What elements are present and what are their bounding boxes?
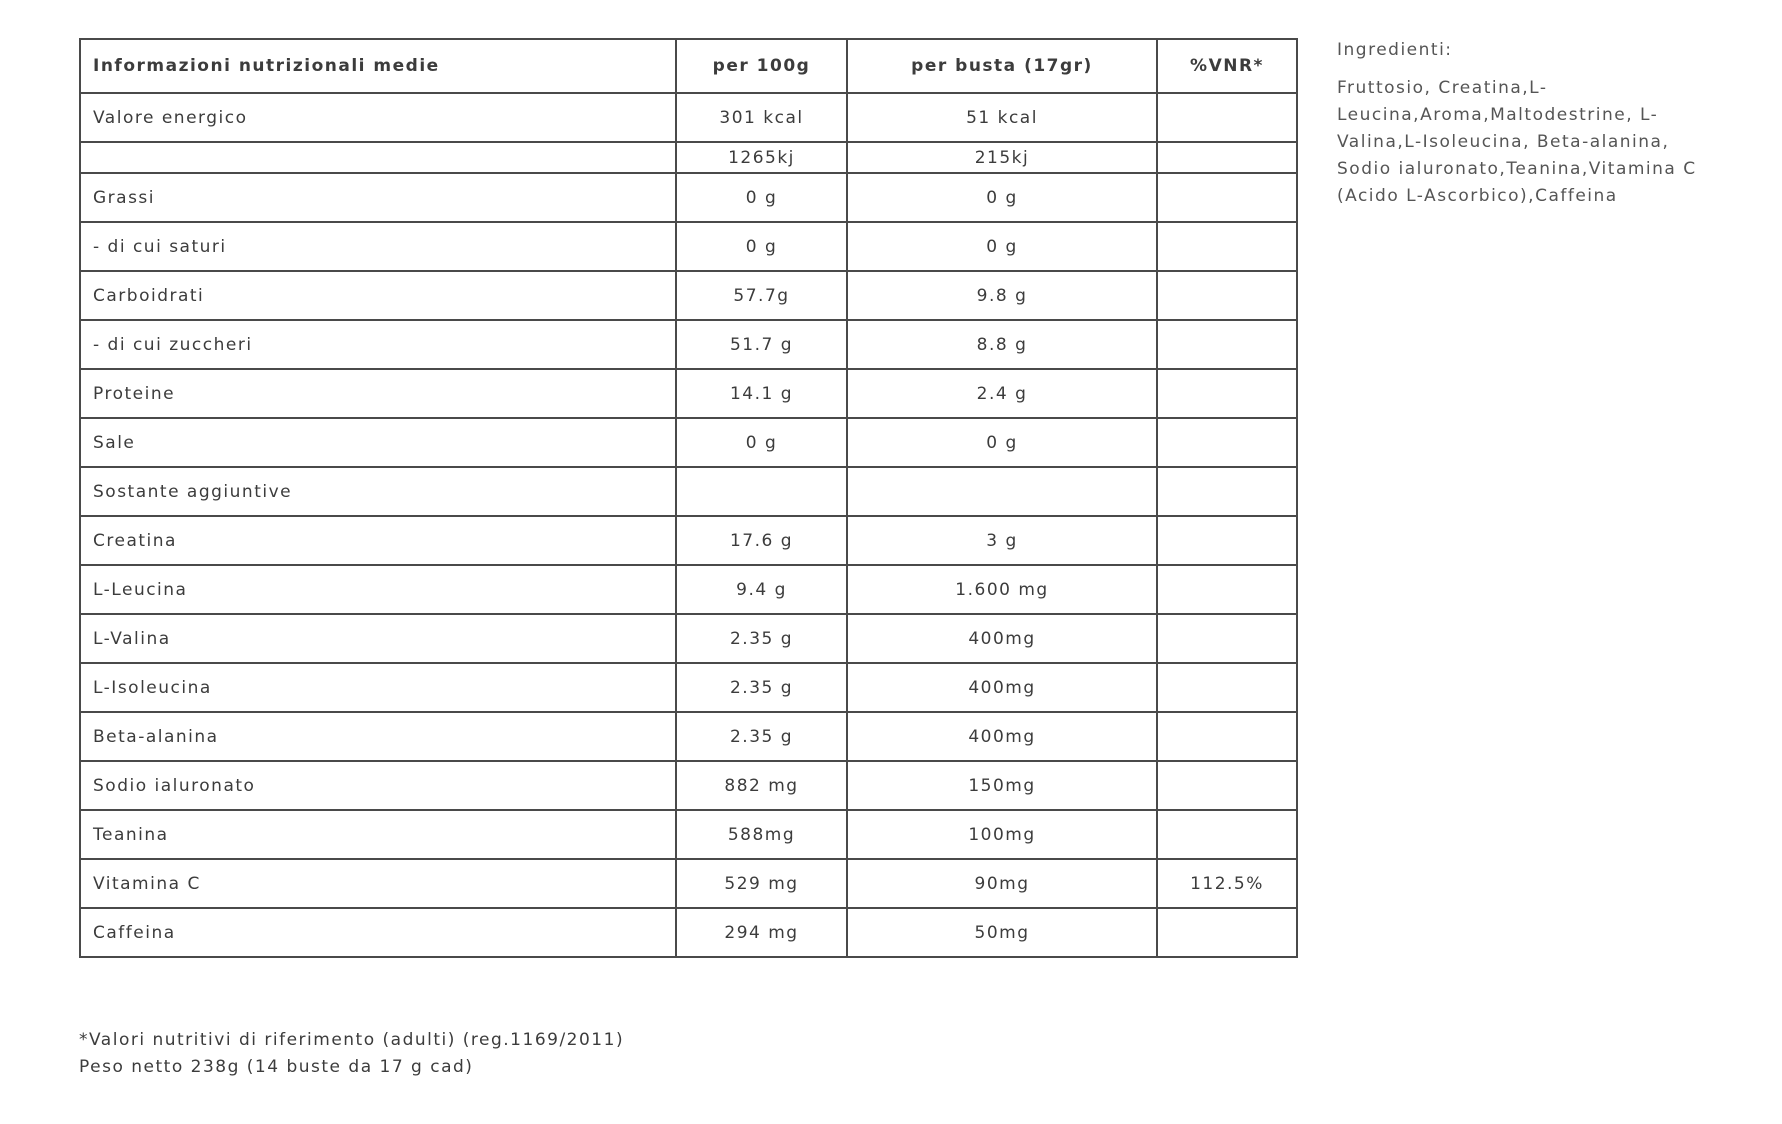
nutrient-name-cell: Proteine xyxy=(80,369,676,418)
vnr-cell xyxy=(1157,614,1297,663)
per-100g-cell: 2.35 g xyxy=(676,614,847,663)
vnr-cell xyxy=(1157,663,1297,712)
per-sachet-cell xyxy=(847,467,1157,516)
nutrient-name-cell xyxy=(80,142,676,173)
per-sachet-cell: 0 g xyxy=(847,418,1157,467)
ingredients-list: Fruttosio, Creatina,L- Leucina,Aroma,Maltodestrine, L- Valina,L-Isoleucina, Beta-alanina, Sodio ialuronato,Teanina,Vitamina C (Acido L-Ascorbico),Caffeina xyxy=(1337,78,1697,206)
per-100g-cell: 9.4 g xyxy=(676,565,847,614)
table-row xyxy=(80,271,1297,320)
per-100g-cell: 0 g xyxy=(676,418,847,467)
nutrient-name-cell: Creatina xyxy=(80,516,676,565)
vnr-cell xyxy=(1157,418,1297,467)
per-sachet-cell: 9.8 g xyxy=(847,271,1157,320)
net-weight-note: Peso netto 238g (14 buste da 17 g cad) xyxy=(79,1057,474,1077)
ingredients-section xyxy=(1337,37,1757,210)
table-row xyxy=(80,859,1297,908)
per-100g-cell: 882 mg xyxy=(676,761,847,810)
nutrient-name-cell: L-Valina xyxy=(80,614,676,663)
table-row xyxy=(80,761,1297,810)
table-row xyxy=(80,565,1297,614)
header-nutrition-info: Informazioni nutrizionali medie xyxy=(80,39,676,93)
per-sachet-cell: 100mg xyxy=(847,810,1157,859)
per-100g-cell: 294 mg xyxy=(676,908,847,957)
nutrition-table xyxy=(79,38,1298,958)
table-row xyxy=(80,418,1297,467)
table-row xyxy=(80,712,1297,761)
table-body xyxy=(80,93,1297,957)
vnr-cell xyxy=(1157,565,1297,614)
reference-values-note: *Valori nutritivi di riferimento (adulti) (reg.1169/2011) xyxy=(79,1030,625,1050)
footnotes xyxy=(79,1027,624,1081)
vnr-cell xyxy=(1157,369,1297,418)
table-row xyxy=(80,908,1297,957)
vnr-cell xyxy=(1157,761,1297,810)
nutrient-name-cell: Vitamina C xyxy=(80,859,676,908)
per-sachet-cell: 50mg xyxy=(847,908,1157,957)
table-row xyxy=(80,93,1297,142)
per-sachet-cell: 90mg xyxy=(847,859,1157,908)
header-vnr: %VNR* xyxy=(1157,39,1297,93)
table-row xyxy=(80,467,1297,516)
per-100g-cell: 57.7g xyxy=(676,271,847,320)
per-sachet-cell: 0 g xyxy=(847,173,1157,222)
vnr-cell xyxy=(1157,173,1297,222)
vnr-cell xyxy=(1157,142,1297,173)
nutrient-name-cell: L-Leucina xyxy=(80,565,676,614)
per-100g-cell: 2.35 g xyxy=(676,712,847,761)
nutrient-name-cell: - di cui saturi xyxy=(80,222,676,271)
per-100g-cell: 529 mg xyxy=(676,859,847,908)
nutrient-name-cell: Caffeina xyxy=(80,908,676,957)
table-row xyxy=(80,142,1297,173)
vnr-cell xyxy=(1157,516,1297,565)
vnr-cell xyxy=(1157,810,1297,859)
nutrient-name-cell: Sodio ialuronato xyxy=(80,761,676,810)
vnr-cell xyxy=(1157,271,1297,320)
per-sachet-cell: 400mg xyxy=(847,614,1157,663)
per-100g-cell: 0 g xyxy=(676,173,847,222)
table-row xyxy=(80,810,1297,859)
nutrient-name-cell: Teanina xyxy=(80,810,676,859)
vnr-cell: 112.5% xyxy=(1157,859,1297,908)
per-sachet-cell: 400mg xyxy=(847,663,1157,712)
nutrient-name-cell: Valore energico xyxy=(80,93,676,142)
per-sachet-cell: 150mg xyxy=(847,761,1157,810)
nutrient-name-cell: Sostante aggiuntive xyxy=(80,467,676,516)
vnr-cell xyxy=(1157,467,1297,516)
nutrient-name-cell: Beta-alanina xyxy=(80,712,676,761)
per-sachet-cell: 0 g xyxy=(847,222,1157,271)
nutrient-name-cell: Carboidrati xyxy=(80,271,676,320)
per-sachet-cell: 2.4 g xyxy=(847,369,1157,418)
header-per-sachet: per busta (17gr) xyxy=(847,39,1157,93)
table-row xyxy=(80,369,1297,418)
per-100g-cell: 0 g xyxy=(676,222,847,271)
per-100g-cell: 51.7 g xyxy=(676,320,847,369)
per-sachet-cell: 51 kcal xyxy=(847,93,1157,142)
per-sachet-cell: 3 g xyxy=(847,516,1157,565)
vnr-cell xyxy=(1157,93,1297,142)
table-row xyxy=(80,320,1297,369)
vnr-cell xyxy=(1157,712,1297,761)
table-row xyxy=(80,614,1297,663)
per-100g-cell: 588mg xyxy=(676,810,847,859)
table-row xyxy=(80,222,1297,271)
table-header-row xyxy=(80,39,1297,93)
per-100g-cell: 301 kcal xyxy=(676,93,847,142)
per-sachet-cell: 400mg xyxy=(847,712,1157,761)
vnr-cell xyxy=(1157,222,1297,271)
per-100g-cell: 2.35 g xyxy=(676,663,847,712)
table-row xyxy=(80,663,1297,712)
per-sachet-cell: 215kj xyxy=(847,142,1157,173)
per-sachet-cell: 8.8 g xyxy=(847,320,1157,369)
per-100g-cell xyxy=(676,467,847,516)
ingredients-title: Ingredienti: xyxy=(1337,40,1453,60)
header-per-100g: per 100g xyxy=(676,39,847,93)
per-100g-cell: 17.6 g xyxy=(676,516,847,565)
per-100g-cell: 14.1 g xyxy=(676,369,847,418)
nutrient-name-cell: L-Isoleucina xyxy=(80,663,676,712)
vnr-cell xyxy=(1157,908,1297,957)
nutrient-name-cell: Sale xyxy=(80,418,676,467)
vnr-cell xyxy=(1157,320,1297,369)
table-row xyxy=(80,173,1297,222)
table-row xyxy=(80,516,1297,565)
per-sachet-cell: 1.600 mg xyxy=(847,565,1157,614)
nutrient-name-cell: - di cui zuccheri xyxy=(80,320,676,369)
per-100g-cell: 1265kj xyxy=(676,142,847,173)
nutrient-name-cell: Grassi xyxy=(80,173,676,222)
